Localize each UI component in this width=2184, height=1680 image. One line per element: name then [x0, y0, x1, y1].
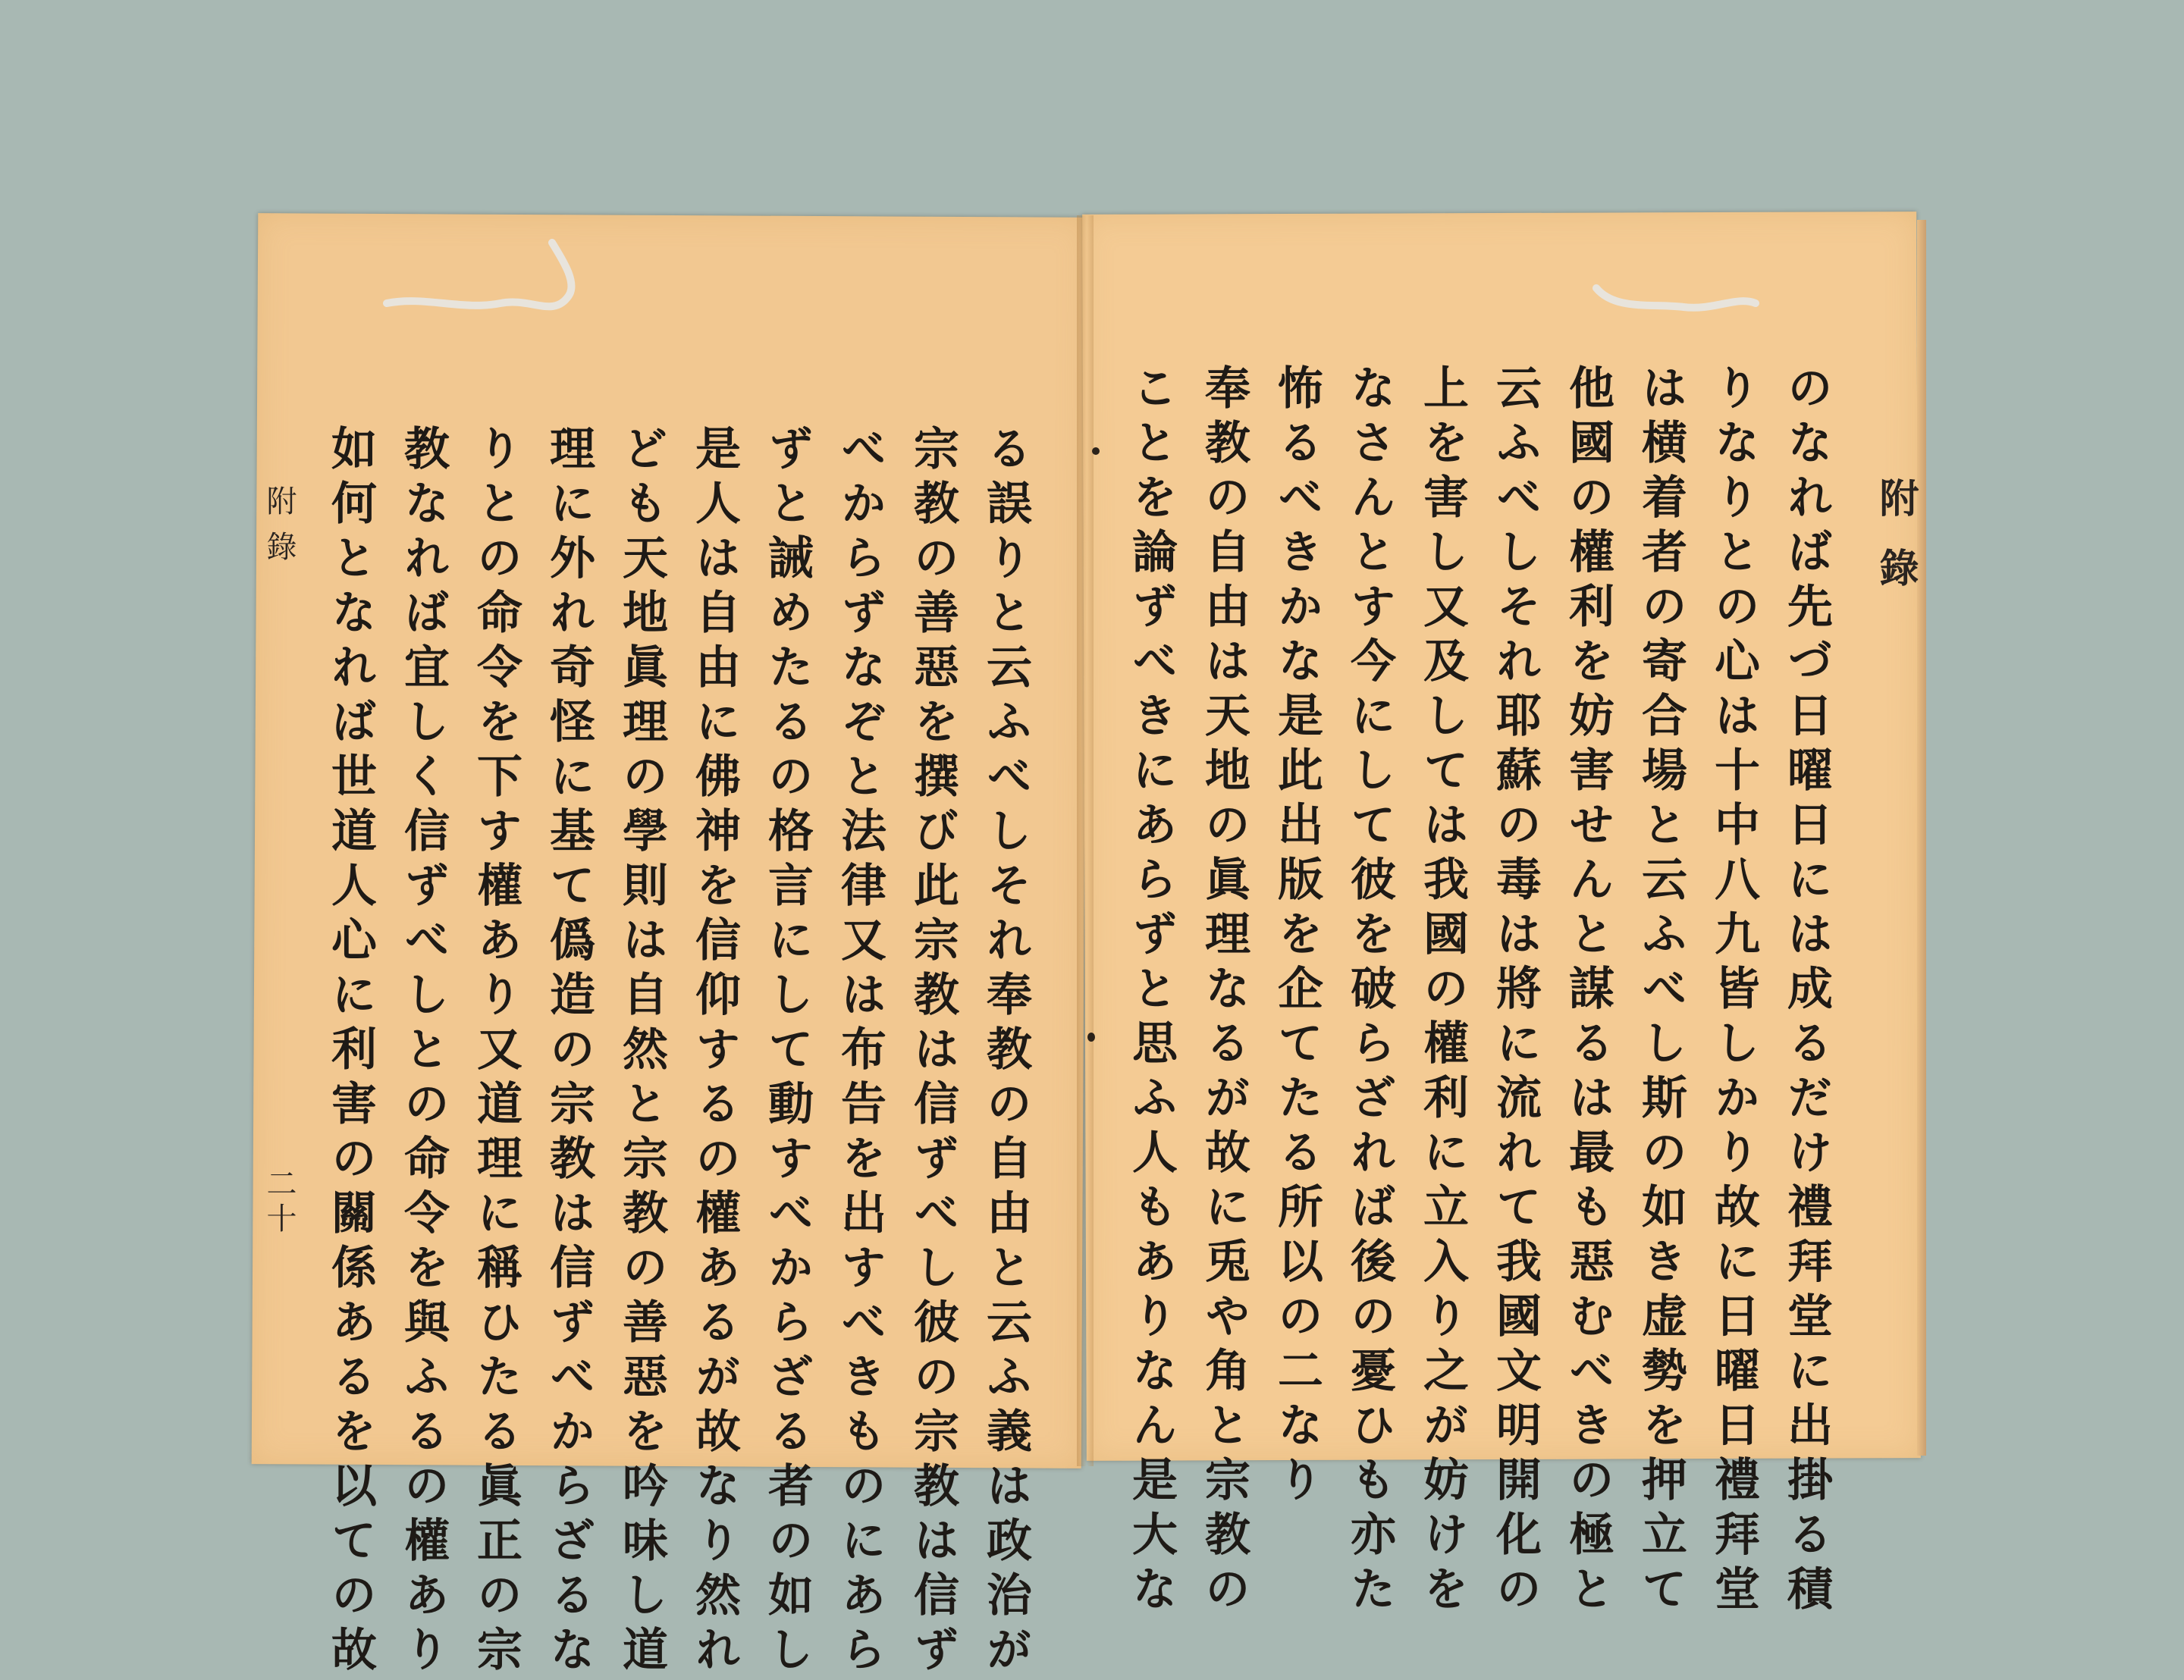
text-column: 上を害し又及しては我國の權利に立入り之が妨けを — [1416, 364, 1469, 1619]
text-column: 云ふべしそれ耶蘇の毒は將に流れて我國文明開化の — [1489, 364, 1542, 1619]
text-column: 教なれば宜しく信ずべしとの命令を與ふるの權あり — [397, 425, 450, 1680]
text-column: なさんとす今にして彼を破らざれば後の憂ひも亦た — [1343, 364, 1396, 1619]
text-column: べからずなぞと法律又は布告を出すべきものにあら — [833, 425, 886, 1680]
right-page-header: 附錄 — [1872, 478, 1919, 617]
text-column: 如何となれば世道人心に利害の關係あるを以ての故 — [324, 425, 377, 1680]
book-gutter — [1077, 215, 1094, 1466]
text-column: 理に外れ奇怪に基て僞造の宗教は信ずべからざるな — [542, 425, 595, 1680]
worm-damage-right — [1592, 273, 1759, 334]
worm-damage-left — [379, 227, 592, 334]
text-column: 是人は自由に佛神を信仰するの權あるが故なり然れ — [688, 425, 741, 1680]
text-column: りなりとの心は十中八九皆しかり故に日曜日禮拜堂 — [1707, 364, 1760, 1619]
text-column: 宗教の善惡を撰び此宗教は信ずべし彼の宗教は信ず — [906, 425, 959, 1680]
text-column: る誤りと云ふべしそれ奉教の自由と云ふ義は政治が — [979, 425, 1032, 1680]
text-column: ども天地眞理の學則は自然と宗教の善惡を吟味し道 — [615, 425, 668, 1680]
left-margin-header: 附錄 — [262, 485, 297, 576]
text-column: 他國の權利を妨害せんと謀るは最も惡むべきの極と — [1561, 364, 1614, 1619]
text-column: のなれば先づ日曜日には成るだけ禮拜堂に出掛る積 — [1780, 364, 1833, 1619]
text-column: ことを論ずべきにあらずと思ふ人もありなん是大な — [1125, 364, 1178, 1619]
left-page-number: 二十 — [262, 1168, 297, 1237]
text-column: 奉教の自由は天地の眞理なるが故に兎や角と宗教の — [1197, 364, 1250, 1619]
text-column: 怖るべきかな是此出版を企てたる所以の二なり — [1270, 364, 1323, 1510]
binding-hole — [1087, 1033, 1095, 1042]
page-edge — [1917, 220, 1926, 1456]
text-column: りとの命令を下す權あり又道理に稱ひたる眞正の宗 — [469, 425, 522, 1680]
text-column: ずと誡めたるの格言にして動すべからざる者の如し — [761, 425, 814, 1680]
left-page — [252, 213, 1088, 1468]
binding-hole — [1092, 447, 1100, 455]
text-column: は横着者の寄合場と云ふべし斯の如き虚勢を押立て — [1634, 364, 1687, 1619]
